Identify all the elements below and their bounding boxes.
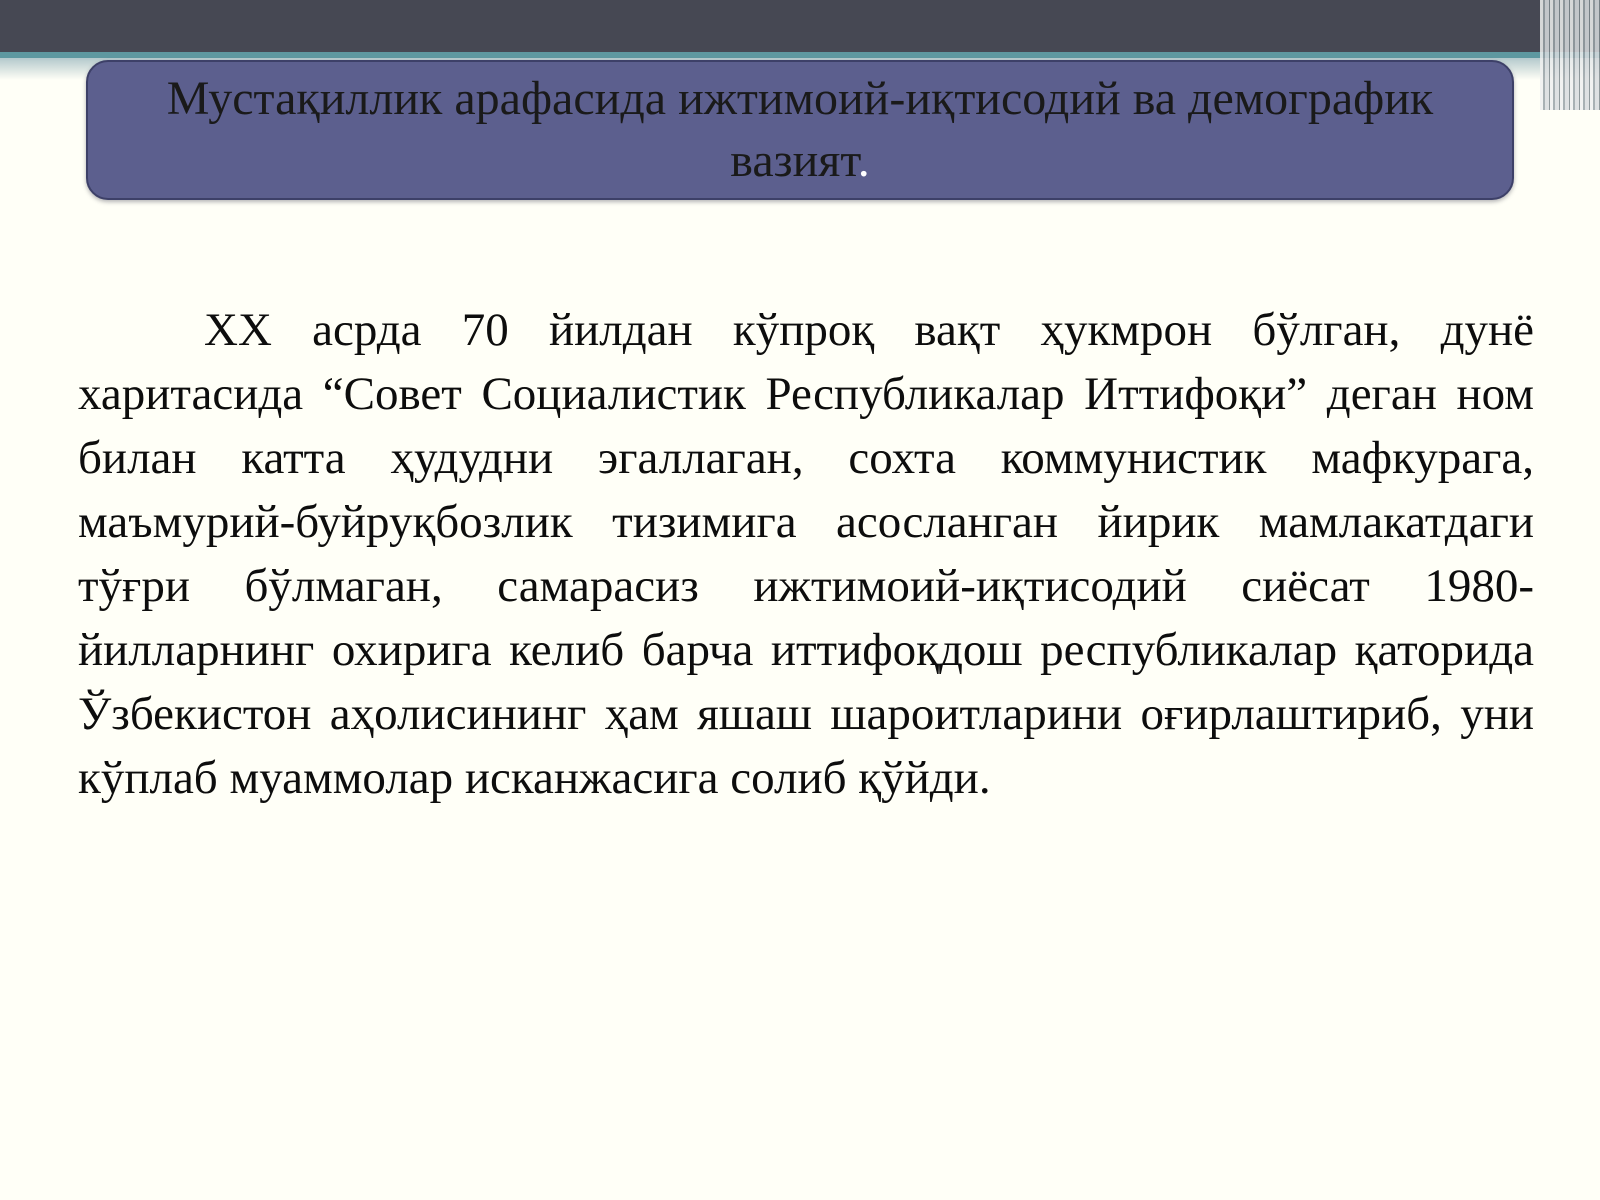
body-paragraph: XX асрда 70 йилдан кўпроқ вақт ҳукмрон бўлган, дунё харитасида “Совет Социалистик Республикалар Иттифоқи” деган ном билан катта ҳудудни эгаллаган, сохта коммунистик мафкурага, маъмурий-буйруқбозлик тизимига асосланган йирик мамлакатдаги тўғри бўлмаган, самарасиз ижтимоий-иқтисодий сиёсат 1980-йилларнинг охирига келиб барча иттифоқдош республикалар қаторида Ўзбекистон аҳолисининг ҳам яшаш шароитларини оғирлаштириб, уни кўплаб муаммолар исканжасига солиб қўйди. xyxy=(78,304,1534,804)
slide-title xyxy=(88,68,1512,192)
slide-title-dot: . xyxy=(857,134,870,187)
decorative-stripes xyxy=(1540,0,1600,110)
header-band xyxy=(0,0,1600,52)
title-banner xyxy=(86,60,1514,200)
slide-title-text: Мустақиллик арафасида ижтимоий-иқтисодий ва демографик вазият xyxy=(166,72,1434,187)
